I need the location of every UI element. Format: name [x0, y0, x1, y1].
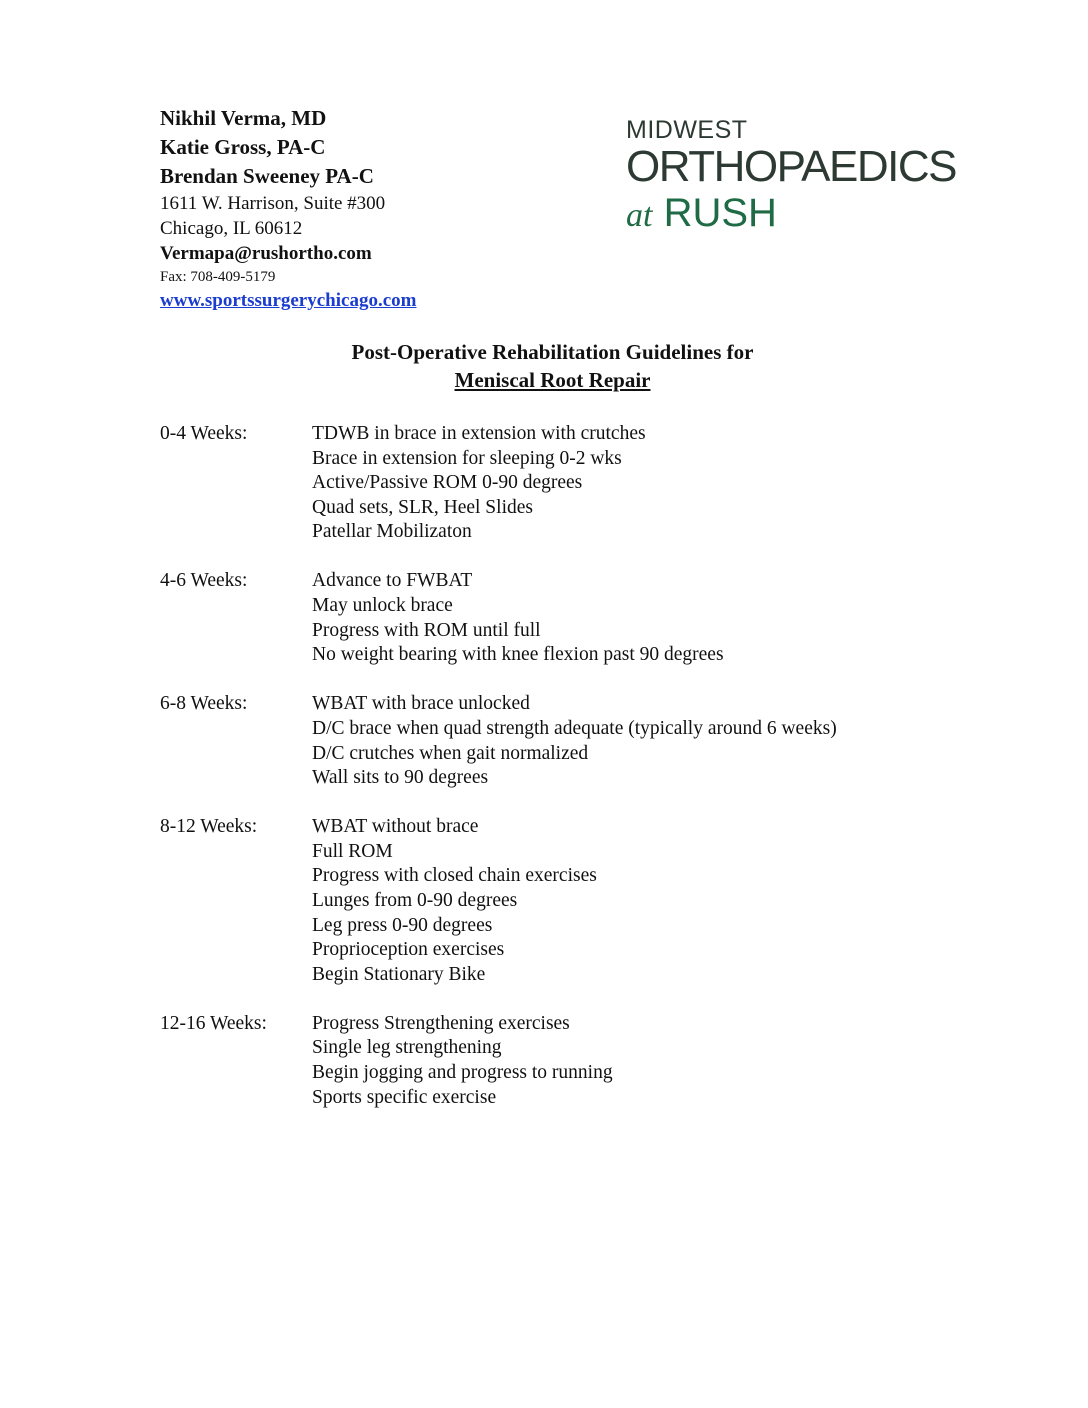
phase-item: Active/Passive ROM 0-90 degrees: [312, 472, 583, 494]
rehab-schedule: [160, 422, 920, 1135]
phase-item: WBAT with brace unlocked: [312, 693, 530, 715]
phase-block: [160, 569, 920, 667]
phase-items: [312, 422, 646, 545]
provider-name: Brendan Sweeney PA-C: [160, 164, 374, 188]
phase-item: Progress with closed chain exercises: [312, 865, 597, 887]
phase-items: [312, 692, 837, 790]
logo-rush: RUSH: [663, 191, 777, 235]
phase-label: 4-6 Weeks:: [160, 570, 248, 592]
phase-block: [160, 815, 920, 987]
phase-item: D/C brace when quad strength adequate (typically around 6 weeks): [312, 717, 837, 739]
phase-item: Begin Stationary Bike: [312, 963, 486, 985]
phase-block: [160, 1012, 920, 1110]
phase-item: WBAT without brace: [312, 816, 479, 838]
document-title: [0, 338, 1088, 394]
logo-line-midwest: MIDWEST: [626, 116, 748, 144]
website-link[interactable]: www.sportssurgerychicago.com: [160, 290, 417, 311]
phase-item: No weight bearing with knee flexion past 90 degrees: [312, 644, 724, 666]
phase-item: Sports specific exercise: [312, 1086, 497, 1108]
phase-block: [160, 422, 920, 545]
phase-item: Advance to FWBAT: [312, 570, 473, 592]
phase-label: 8-12 Weeks:: [160, 816, 258, 838]
logo-at: at: [626, 197, 653, 234]
phase-label: 12-16 Weeks:: [160, 1012, 267, 1034]
provider-name: Katie Gross, PA-C: [160, 135, 326, 159]
phase-item: Brace in extension for sleeping 0-2 wks: [312, 447, 622, 469]
phase-item: Full ROM: [312, 840, 393, 862]
phase-block: [160, 692, 920, 790]
phase-items: [312, 815, 597, 987]
phase-item: Lunges from 0-90 degrees: [312, 890, 518, 911]
phase-item: Proprioception exercises: [312, 939, 505, 961]
phase-label: 0-4 Weeks:: [160, 423, 248, 444]
phase-item: May unlock brace: [312, 595, 453, 617]
provider-name: Nikhil Verma, MD: [160, 106, 327, 130]
phase-item: Patellar Mobilizaton: [312, 521, 472, 543]
phase-item: Quad sets, SLR, Heel Slides: [312, 496, 533, 518]
phase-item: Leg press 0-90 degrees: [312, 914, 493, 936]
phase-item: Progress with ROM until full: [312, 619, 541, 641]
phase-items: [312, 569, 724, 667]
title-line: Post-Operative Rehabilitation Guidelines for: [351, 340, 754, 364]
fax-number: Fax: 708-409-5179: [160, 269, 276, 285]
phase-item: Begin jogging and progress to running: [312, 1062, 613, 1084]
email-address: Vermapa@rushortho.com: [160, 243, 372, 264]
address-line: 1611 W. Harrison, Suite #300: [160, 193, 386, 214]
phase-label: 6-8 Weeks:: [160, 693, 248, 715]
practice-logo: [626, 116, 976, 239]
phase-item: Wall sits to 90 degrees: [312, 767, 489, 789]
address-line: Chicago, IL 60612: [160, 218, 303, 239]
logo-line-orthopaedics: ORTHOPAEDICS: [626, 142, 956, 191]
phase-item: Single leg strengthening: [312, 1037, 502, 1059]
phase-item: TDWB in brace in extension with crutches: [312, 423, 646, 444]
contact-block: [160, 104, 580, 313]
title-procedure: Meniscal Root Repair: [454, 368, 651, 392]
phase-items: [312, 1012, 613, 1110]
phase-item: D/C crutches when gait normalized: [312, 742, 589, 764]
logo-line-rush: [626, 190, 976, 239]
phase-item: Progress Strengthening exercises: [312, 1012, 570, 1034]
